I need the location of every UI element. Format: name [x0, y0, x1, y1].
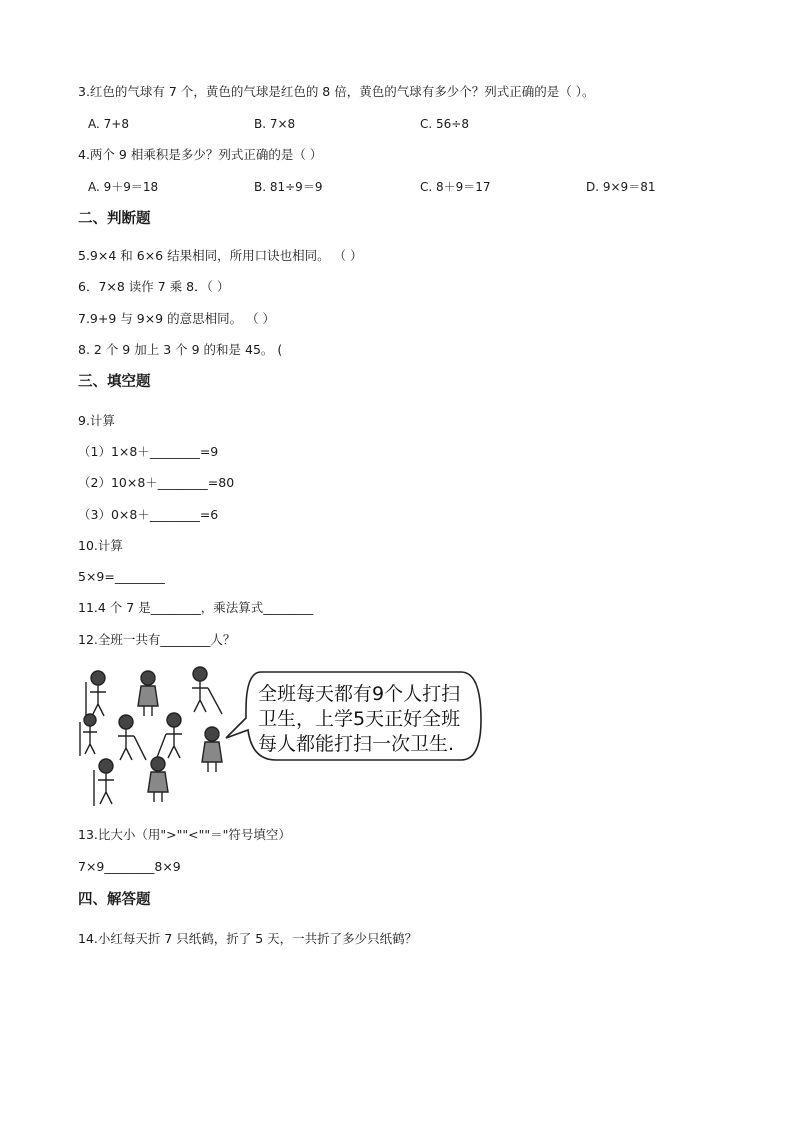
bubble-line-3: 每人都能打扫一次卫生. [258, 733, 455, 755]
student-figure [148, 757, 168, 802]
student-figure [86, 671, 106, 718]
q3-option-c: C. 56÷8 [420, 117, 469, 131]
q10-expression: 5×9=________ [78, 569, 165, 584]
question-7: 7.9+9 与 9×9 的意思相同。 （ ） [78, 311, 276, 326]
q9-item-2: （2）10×8＋________=80 [78, 475, 235, 490]
student-figure [192, 667, 222, 714]
student-figure [94, 759, 114, 806]
student-figure [138, 671, 158, 716]
question-11: 11.4 个 7 是________，乘法算式________ [78, 600, 314, 615]
q4-option-b: B. 81÷9＝9 [254, 180, 323, 194]
q3-option-b: B. 7×8 [254, 117, 296, 131]
student-figure [118, 715, 146, 760]
student-figure [202, 727, 222, 772]
student-figure [156, 713, 182, 760]
question-6: 6．7×8 读作 7 乘 8．（ ） [78, 279, 230, 294]
question-13: 13.比大小（用">""<""＝"符号填空） [78, 827, 291, 842]
q4-option-a: A. 9＋9＝18 [88, 180, 159, 194]
section-heading-answer: 四、解答题 [78, 892, 151, 908]
q13-expression: 7×9________8×9 [78, 859, 181, 874]
question-4: 4.两个 9 相乘积是多少？列式正确的是（ ） [78, 147, 323, 162]
bubble-line-1: 全班每天都有9个人打扫 [258, 683, 461, 705]
q3-option-a: A. 7+8 [88, 117, 129, 131]
q9-item-3: （3）0×8＋________=6 [78, 507, 219, 522]
q4-option-c: C. 8＋9＝17 [420, 180, 491, 194]
question-10: 10.计算 [78, 538, 123, 553]
student-figure [80, 714, 97, 756]
question-5: 5.9×4 和 6×6 结果相同，所用口诀也相同。 （ ） [78, 248, 363, 263]
q4-option-d: D. 9×9＝81 [586, 180, 656, 194]
bubble-line-2: 卫生，上学5天正好全班 [258, 708, 461, 730]
section-heading-fill-blank: 三、填空题 [78, 374, 151, 390]
question-14: 14.小红每天折 7 只纸鹤，折了 5 天，一共折了多少只纸鹤？ [78, 931, 418, 946]
students-group [80, 667, 222, 806]
section-heading-judgement: 二、判断题 [78, 211, 151, 227]
question-9: 9.计算 [78, 413, 115, 428]
question-3: 3.红色的气球有 7 个，黄色的气球是红色的 8 倍，黄色的气球有多少个？列式正确的是（ ）。 [78, 84, 595, 99]
students-cleaning-illustration [76, 660, 488, 820]
question-12: 12.全班一共有________人？ [78, 632, 236, 647]
q9-item-1: （1）1×8＋________=9 [78, 444, 219, 459]
question-8: 8. 2 个 9 加上 3 个 9 的和是 45。 ( [78, 342, 283, 357]
